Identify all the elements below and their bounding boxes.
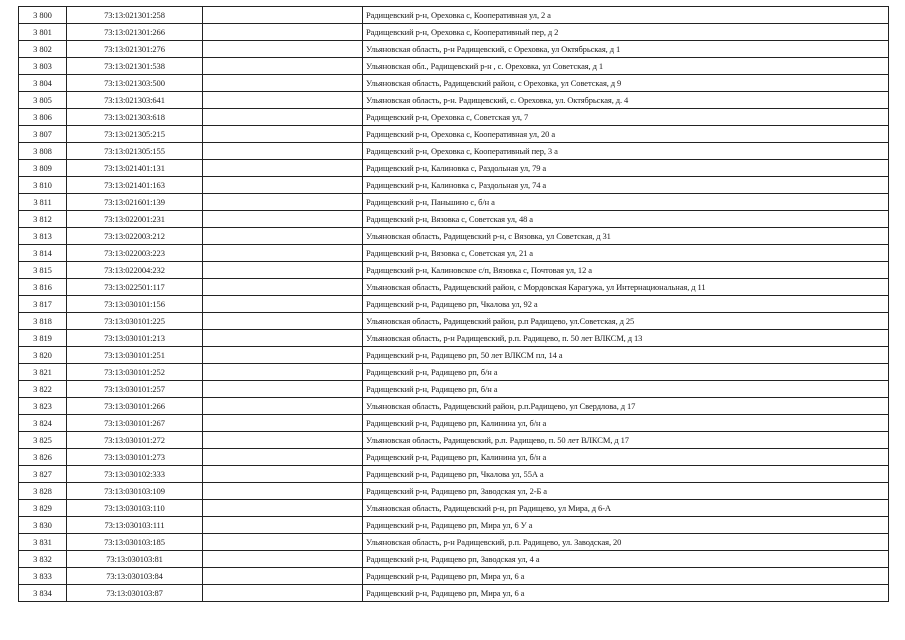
row-number-cell: 3 819 xyxy=(19,330,67,347)
row-number-cell: 3 829 xyxy=(19,500,67,517)
row-number-cell: 3 834 xyxy=(19,585,67,602)
cadastral-number-cell: 73:13:021301:266 xyxy=(67,24,203,41)
row-number-cell: 3 822 xyxy=(19,381,67,398)
address-cell: Ульяновская область, Радищевский район, р.п Радищево, ул.Советская, д 25 xyxy=(363,313,889,330)
cadastral-number-cell: 73:13:021301:276 xyxy=(67,41,203,58)
empty-cell xyxy=(203,279,363,296)
table-row xyxy=(19,347,889,364)
address-cell: Ульяновская область, Радищевский район, с Мордовская Карагужа, ул Интернациональная, д 11 xyxy=(363,279,889,296)
address-cell: Радищевский р-н, Паньшино с, б/н а xyxy=(363,194,889,211)
registry-table xyxy=(18,6,889,602)
cadastral-number-cell: 73:13:022003:212 xyxy=(67,228,203,245)
table-row xyxy=(19,262,889,279)
cadastral-number-cell: 73:13:021601:139 xyxy=(67,194,203,211)
table-row xyxy=(19,483,889,500)
table-row xyxy=(19,466,889,483)
table-row xyxy=(19,500,889,517)
empty-cell xyxy=(203,500,363,517)
cadastral-number-cell: 73:13:021303:618 xyxy=(67,109,203,126)
empty-cell xyxy=(203,7,363,24)
address-cell: Ульяновская область, р-н. Радищевский, с. Ореховка, ул. Октябрьская, д. 4 xyxy=(363,92,889,109)
cadastral-number-cell: 73:13:030103:109 xyxy=(67,483,203,500)
address-cell: Радищевский р-н, Радищево рп, Мира ул, 6 У а xyxy=(363,517,889,534)
empty-cell xyxy=(203,24,363,41)
empty-cell xyxy=(203,296,363,313)
address-cell: Радищевский р-н, Ореховка с, Кооперативная ул, 2 а xyxy=(363,7,889,24)
table-row xyxy=(19,143,889,160)
empty-cell xyxy=(203,398,363,415)
row-number-cell: 3 818 xyxy=(19,313,67,330)
empty-cell xyxy=(203,534,363,551)
empty-cell xyxy=(203,585,363,602)
row-number-cell: 3 813 xyxy=(19,228,67,245)
empty-cell xyxy=(203,313,363,330)
empty-cell xyxy=(203,177,363,194)
empty-cell xyxy=(203,228,363,245)
table-row xyxy=(19,449,889,466)
address-cell: Радищевский р-н, Вязовка с, Советская ул, 48 а xyxy=(363,211,889,228)
table-row xyxy=(19,7,889,24)
row-number-cell: 3 817 xyxy=(19,296,67,313)
empty-cell xyxy=(203,109,363,126)
cadastral-number-cell: 73:13:021305:215 xyxy=(67,126,203,143)
row-number-cell: 3 809 xyxy=(19,160,67,177)
cadastral-number-cell: 73:13:021305:155 xyxy=(67,143,203,160)
empty-cell xyxy=(203,568,363,585)
table-row xyxy=(19,330,889,347)
table-row xyxy=(19,551,889,568)
address-cell: Радищевский р-н, Радищево рп, Калинина ул, б/н а xyxy=(363,449,889,466)
cadastral-number-cell: 73:13:030103:87 xyxy=(67,585,203,602)
row-number-cell: 3 800 xyxy=(19,7,67,24)
address-cell: Радищевский р-н, Радищево рп, Заводская ул, 2-Б а xyxy=(363,483,889,500)
row-number-cell: 3 807 xyxy=(19,126,67,143)
address-cell: Радищевский р-н, Радищево рп, Калинина ул, б/н а xyxy=(363,415,889,432)
empty-cell xyxy=(203,347,363,364)
cadastral-number-cell: 73:13:021301:258 xyxy=(67,7,203,24)
empty-cell xyxy=(203,466,363,483)
cadastral-number-cell: 73:13:021303:500 xyxy=(67,75,203,92)
row-number-cell: 3 820 xyxy=(19,347,67,364)
empty-cell xyxy=(203,483,363,500)
row-number-cell: 3 811 xyxy=(19,194,67,211)
empty-cell xyxy=(203,449,363,466)
address-cell: Ульяновская область, Радищевский район, с Ореховка, ул Советская, д 9 xyxy=(363,75,889,92)
table-row xyxy=(19,364,889,381)
address-cell: Ульяновская обл., Радищевский р-н , с. Ореховка, ул Советская, д 1 xyxy=(363,58,889,75)
table-row xyxy=(19,58,889,75)
address-cell: Радищевский р-н, Ореховка с, Советская ул, 7 xyxy=(363,109,889,126)
address-cell: Радищевский р-н, Ореховка с, Кооперативный пер, 3 а xyxy=(363,143,889,160)
row-number-cell: 3 816 xyxy=(19,279,67,296)
address-cell: Радищевский р-н, Калиновка с, Раздольная ул, 79 а xyxy=(363,160,889,177)
empty-cell xyxy=(203,41,363,58)
empty-cell xyxy=(203,126,363,143)
address-cell: Радищевский р-н, Ореховка с, Кооперативный пер, д 2 xyxy=(363,24,889,41)
empty-cell xyxy=(203,75,363,92)
table-row xyxy=(19,398,889,415)
table-row xyxy=(19,279,889,296)
address-cell: Радищевский р-н, Калиновка с, Раздольная ул, 74 а xyxy=(363,177,889,194)
cadastral-number-cell: 73:13:030101:252 xyxy=(67,364,203,381)
empty-cell xyxy=(203,211,363,228)
table-row xyxy=(19,75,889,92)
address-cell: Ульяновская область, р-н Радищевский, р.п. Радищево, п. 50 лет ВЛКСМ, д 13 xyxy=(363,330,889,347)
cadastral-number-cell: 73:13:030103:185 xyxy=(67,534,203,551)
address-cell: Ульяновская область, Радищевский р-н, с Вязовка, ул Советская, д 31 xyxy=(363,228,889,245)
cadastral-number-cell: 73:13:030103:111 xyxy=(67,517,203,534)
row-number-cell: 3 810 xyxy=(19,177,67,194)
row-number-cell: 3 827 xyxy=(19,466,67,483)
row-number-cell: 3 802 xyxy=(19,41,67,58)
table-row xyxy=(19,568,889,585)
row-number-cell: 3 814 xyxy=(19,245,67,262)
address-cell: Ульяновская область, р-н Радищевский, с Ореховка, ул Октябрьская, д 1 xyxy=(363,41,889,58)
row-number-cell: 3 833 xyxy=(19,568,67,585)
table-row xyxy=(19,517,889,534)
row-number-cell: 3 826 xyxy=(19,449,67,466)
table-row xyxy=(19,194,889,211)
empty-cell xyxy=(203,262,363,279)
cadastral-number-cell: 73:13:021401:131 xyxy=(67,160,203,177)
cadastral-number-cell: 73:13:030101:272 xyxy=(67,432,203,449)
cadastral-number-cell: 73:13:021401:163 xyxy=(67,177,203,194)
address-cell: Ульяновская область, Радищевский р-н, рп Радищево, ул Мира, д 6-А xyxy=(363,500,889,517)
empty-cell xyxy=(203,551,363,568)
cadastral-number-cell: 73:13:030101:156 xyxy=(67,296,203,313)
address-cell: Радищевский р-н, Радищево рп, 50 лет ВЛКСМ пл, 14 а xyxy=(363,347,889,364)
row-number-cell: 3 815 xyxy=(19,262,67,279)
empty-cell xyxy=(203,381,363,398)
cadastral-number-cell: 73:13:030103:110 xyxy=(67,500,203,517)
table-row xyxy=(19,160,889,177)
empty-cell xyxy=(203,58,363,75)
cadastral-number-cell: 73:13:030101:251 xyxy=(67,347,203,364)
empty-cell xyxy=(203,245,363,262)
table-row xyxy=(19,534,889,551)
address-cell: Радищевский р-н, Радищево рп, Чкалова ул, 92 а xyxy=(363,296,889,313)
table-row xyxy=(19,381,889,398)
row-number-cell: 3 804 xyxy=(19,75,67,92)
registry-table-body xyxy=(19,7,889,602)
address-cell: Радищевский р-н, Радищево рп, Заводская ул, 4 а xyxy=(363,551,889,568)
cadastral-number-cell: 73:13:030102:333 xyxy=(67,466,203,483)
empty-cell xyxy=(203,143,363,160)
row-number-cell: 3 828 xyxy=(19,483,67,500)
empty-cell xyxy=(203,517,363,534)
cadastral-number-cell: 73:13:030103:84 xyxy=(67,568,203,585)
row-number-cell: 3 821 xyxy=(19,364,67,381)
table-row xyxy=(19,211,889,228)
empty-cell xyxy=(203,364,363,381)
row-number-cell: 3 801 xyxy=(19,24,67,41)
row-number-cell: 3 831 xyxy=(19,534,67,551)
row-number-cell: 3 825 xyxy=(19,432,67,449)
cadastral-number-cell: 73:13:030101:257 xyxy=(67,381,203,398)
table-row xyxy=(19,24,889,41)
table-row xyxy=(19,296,889,313)
empty-cell xyxy=(203,92,363,109)
address-cell: Ульяновская область, Радищевский, р.п. Радищево, п. 50 лет ВЛКСМ, д 17 xyxy=(363,432,889,449)
cadastral-number-cell: 73:13:030101:225 xyxy=(67,313,203,330)
row-number-cell: 3 830 xyxy=(19,517,67,534)
row-number-cell: 3 823 xyxy=(19,398,67,415)
address-cell: Радищевский р-н, Радищево рп, Чкалова ул, 55А а xyxy=(363,466,889,483)
table-row xyxy=(19,126,889,143)
row-number-cell: 3 812 xyxy=(19,211,67,228)
address-cell: Ульяновская область, Радищевский район, р.п.Радищево, ул Свердлова, д 17 xyxy=(363,398,889,415)
cadastral-number-cell: 73:13:022003:223 xyxy=(67,245,203,262)
cadastral-number-cell: 73:13:022004:232 xyxy=(67,262,203,279)
cadastral-number-cell: 73:13:030101:213 xyxy=(67,330,203,347)
address-cell: Радищевский р-н, Радищево рп, б/н а xyxy=(363,381,889,398)
empty-cell xyxy=(203,194,363,211)
address-cell: Радищевский р-н, Ореховка с, Кооперативная ул, 20 а xyxy=(363,126,889,143)
address-cell: Радищевский р-н, Радищево рп, Мира ул, 6 а xyxy=(363,568,889,585)
row-number-cell: 3 806 xyxy=(19,109,67,126)
table-row xyxy=(19,177,889,194)
table-row xyxy=(19,432,889,449)
cadastral-number-cell: 73:13:022001:231 xyxy=(67,211,203,228)
cadastral-number-cell: 73:13:022501:117 xyxy=(67,279,203,296)
table-row xyxy=(19,313,889,330)
row-number-cell: 3 824 xyxy=(19,415,67,432)
cadastral-number-cell: 73:13:030103:81 xyxy=(67,551,203,568)
table-row xyxy=(19,415,889,432)
cadastral-number-cell: 73:13:021301:538 xyxy=(67,58,203,75)
empty-cell xyxy=(203,432,363,449)
row-number-cell: 3 805 xyxy=(19,92,67,109)
table-row xyxy=(19,245,889,262)
table-row xyxy=(19,109,889,126)
empty-cell xyxy=(203,160,363,177)
empty-cell xyxy=(203,415,363,432)
row-number-cell: 3 803 xyxy=(19,58,67,75)
cadastral-number-cell: 73:13:030101:267 xyxy=(67,415,203,432)
table-row xyxy=(19,41,889,58)
empty-cell xyxy=(203,330,363,347)
row-number-cell: 3 808 xyxy=(19,143,67,160)
address-cell: Радищевский р-н, Вязовка с, Советская ул, 21 а xyxy=(363,245,889,262)
address-cell: Радищевский р-н, Калиновское с/п, Вязовка с, Почтовая ул, 12 а xyxy=(363,262,889,279)
address-cell: Ульяновская область, р-н Радищевский, р.п. Радищево, ул. Заводская, 20 xyxy=(363,534,889,551)
table-row xyxy=(19,585,889,602)
cadastral-number-cell: 73:13:030101:273 xyxy=(67,449,203,466)
registry-sheet xyxy=(18,6,889,602)
row-number-cell: 3 832 xyxy=(19,551,67,568)
address-cell: Радищевский р-н, Радищево рп, б/н а xyxy=(363,364,889,381)
address-cell: Радищевский р-н, Радищево рп, Мира ул, 6 а xyxy=(363,585,889,602)
table-row xyxy=(19,228,889,245)
table-row xyxy=(19,92,889,109)
cadastral-number-cell: 73:13:030101:266 xyxy=(67,398,203,415)
cadastral-number-cell: 73:13:021303:641 xyxy=(67,92,203,109)
